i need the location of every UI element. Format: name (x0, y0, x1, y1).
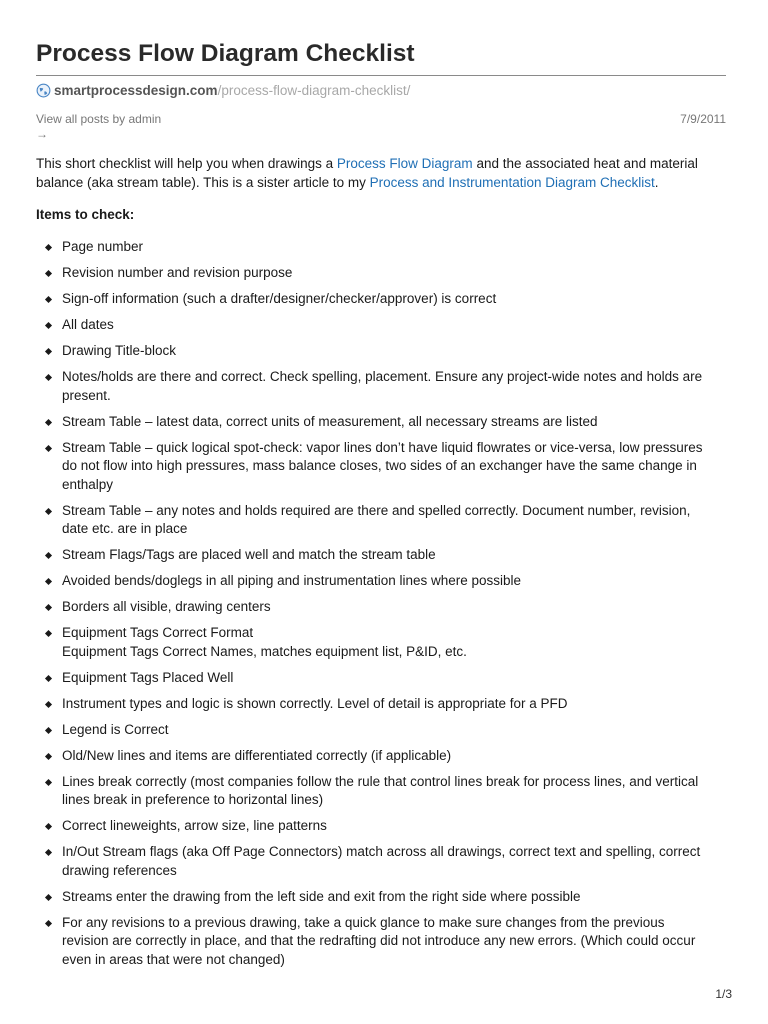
intro-text-3: . (654, 175, 659, 190)
diamond-bullet-icon (45, 578, 52, 585)
post-date: 7/9/2011 (680, 112, 726, 126)
list-item-text: Drawing Title-block (62, 343, 177, 358)
list-item (36, 888, 726, 907)
diamond-bullet-icon (45, 849, 52, 856)
source-domain: smartprocessdesign.com (54, 83, 218, 98)
diamond-bullet-icon (45, 348, 52, 355)
title-divider (36, 75, 726, 76)
list-item (36, 502, 726, 539)
list-item (36, 669, 726, 688)
list-item-text: Lines break correctly (most companies follow the rule that control lines break for process lines, and vertical lines break in preference to horizontal lines) (62, 773, 699, 807)
diamond-bullet-icon (45, 604, 52, 611)
arrow-icon: → (36, 127, 48, 141)
list-item-text: Page number (62, 239, 144, 254)
list-item-text: Old/New lines and items are differentiated correctly (if applicable) (62, 747, 452, 763)
list-item-text: Stream Table – any notes and holds required are there and spelled correctly. Document number, revision, date etc. are in place (62, 502, 691, 536)
list-item (36, 747, 726, 766)
items-heading: Items to check: (36, 207, 135, 222)
diamond-bullet-icon (45, 322, 52, 329)
intro-text-1: This short checklist will help you when drawings a (36, 156, 337, 171)
list-item (36, 413, 726, 432)
list-item (36, 624, 726, 661)
diamond-bullet-icon (45, 244, 52, 251)
intro-text-2: and the associated heat and material balance (aka stream table). This is a sister article to my (36, 156, 698, 190)
diamond-bullet-icon (45, 778, 52, 785)
list-item (36, 546, 726, 565)
list-item (36, 817, 726, 836)
diamond-bullet-icon (45, 418, 52, 425)
globe-icon (36, 83, 51, 98)
intro-paragraph (36, 154, 726, 192)
list-item-text: Stream Table – latest data, correct units of measurement, all necessary streams are listed (62, 413, 598, 429)
list-item-text: Streams enter the drawing from the left side and exit from the right side where possible (62, 888, 581, 904)
list-item (36, 572, 726, 591)
list-item-text: All dates (62, 317, 114, 332)
diamond-bullet-icon (45, 726, 52, 733)
list-item (36, 695, 726, 714)
author-link[interactable]: View all posts by admin (36, 112, 162, 126)
diamond-bullet-icon (45, 630, 52, 637)
diamond-bullet-icon (45, 919, 52, 926)
diamond-bullet-icon (45, 893, 52, 900)
diamond-bullet-icon (45, 444, 52, 451)
list-item-text: Notes/holds are there and correct. Check spelling, placement. Ensure any project-wide notes and holds are present. (62, 369, 703, 403)
list-item-text: Sign-off information (such a drafter/designer/checker/approver) is correct (62, 291, 497, 306)
list-item-text: For any revisions to a previous drawing, take a quick glance to make sure changes from the previous revision are correctly in place, and that the redrafting did not introduce any new errors. (Which could occur even in areas that were not changed) (62, 914, 696, 967)
page-number: 1/3 (715, 987, 732, 1001)
diamond-bullet-icon (45, 552, 52, 559)
list-item (36, 264, 726, 283)
list-item (36, 238, 726, 257)
diamond-bullet-icon (45, 823, 52, 830)
checklist (36, 238, 726, 977)
list-item (36, 914, 726, 970)
pfd-link[interactable]: Process Flow Diagram (336, 156, 473, 171)
list-item-text: Equipment Tags Correct Format Equipment Tags Correct Names, matches equipment list, P&ID, etc. (62, 625, 467, 659)
diamond-bullet-icon (45, 270, 52, 277)
list-item (36, 721, 726, 740)
diamond-bullet-icon (45, 296, 52, 303)
list-item-text: Borders all visible, drawing centers (62, 599, 271, 614)
diamond-bullet-icon (45, 674, 52, 681)
list-item-text: Revision number and revision purpose (62, 265, 293, 280)
diamond-bullet-icon (45, 752, 52, 759)
list-item-text: Stream Flags/Tags are placed well and match the stream table (62, 547, 436, 562)
diamond-bullet-icon (45, 374, 52, 381)
list-item-text: Legend is Correct (62, 721, 169, 737)
list-item (36, 773, 726, 810)
list-item (36, 368, 726, 405)
list-item (36, 290, 726, 309)
list-item-text: Correct lineweights, arrow size, line patterns (62, 818, 327, 833)
page-title: Process Flow Diagram Checklist (36, 40, 415, 67)
list-item-text: In/Out Stream flags (aka Off Page Connectors) match across all drawings, correct text and spelling, correct drawing references (62, 844, 701, 878)
diamond-bullet-icon (45, 700, 52, 707)
list-item (36, 342, 726, 361)
list-item-text: Instrument types and logic is shown correctly. Level of detail is appropriate for a PFD (62, 695, 568, 711)
list-item-text: Avoided bends/doglegs in all piping and instrumentation lines where possible (62, 573, 522, 588)
list-item-text: Equipment Tags Placed Well (62, 669, 234, 685)
list-item (36, 843, 726, 880)
diamond-bullet-icon (45, 507, 52, 514)
list-item (36, 316, 726, 335)
list-item-text: Stream Table – quick logical spot-check: vapor lines don’t have liquid flowrates or vice-versa, low pressures do not flow into high pressures, mass balance closes, two sides of an exchanger have the same change in enthalpy (62, 439, 703, 492)
list-item (36, 439, 726, 495)
list-item (36, 598, 726, 617)
pid-checklist-link[interactable]: Process and Instrumentation Diagram Checklist (369, 175, 655, 190)
source-path: /process-flow-diagram-checklist/ (217, 83, 411, 98)
source-url[interactable] (36, 83, 410, 98)
